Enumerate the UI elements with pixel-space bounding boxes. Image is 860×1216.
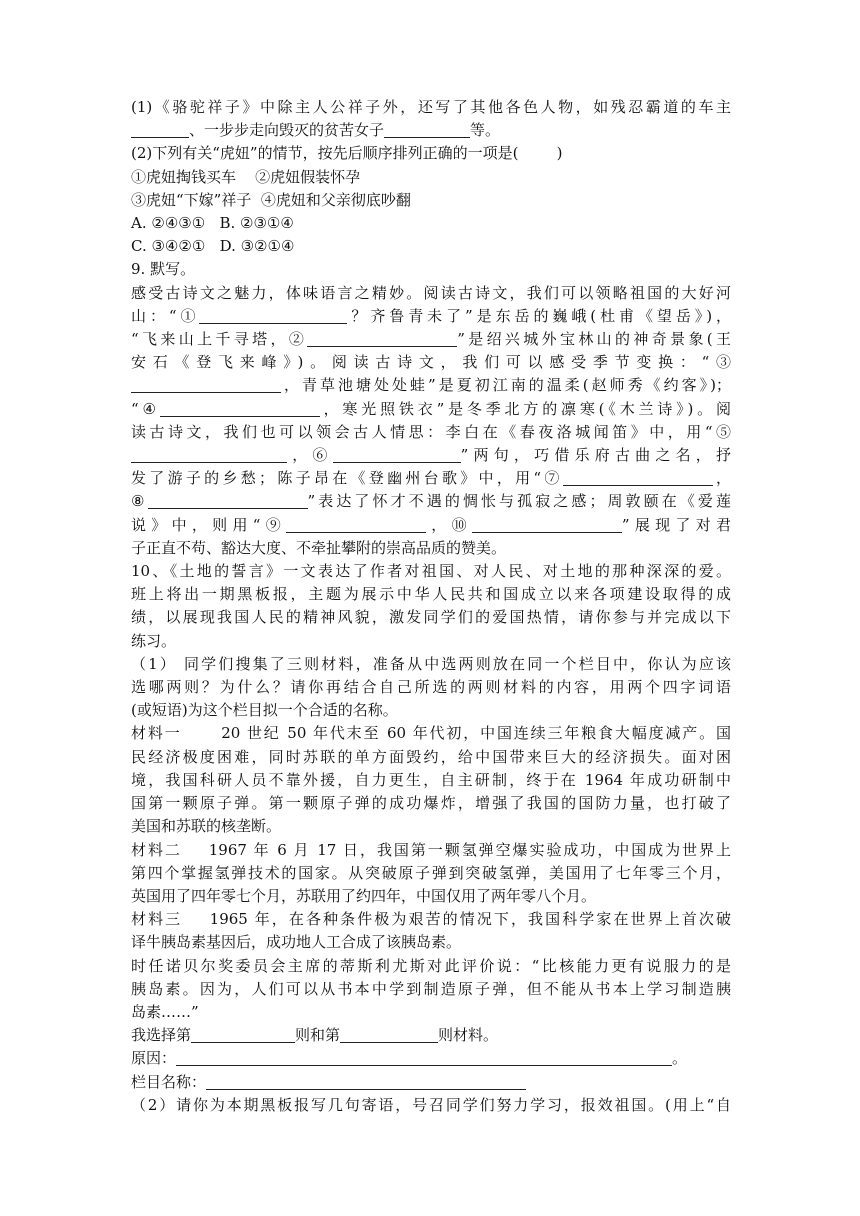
material1-line4: 国第一颗原子弹。第一颗原子弹的成功爆炸，增强了我国的国防力量，也打破了 xyxy=(131,794,731,813)
material2-line1: 材料二 1967 年 6 月 17 日，我国第一颗氢弹空爆实验成功，中国成为世界上 xyxy=(131,840,731,859)
material1-line1: 材料一 20 世纪 50 年代末至 60 年代初，中国连续三年粮食大幅度减产。国 xyxy=(131,724,731,743)
blank-1[interactable] xyxy=(199,308,347,324)
q10-sub1-line3: (或短语)为这个栏目拟一个合适的名称。 xyxy=(131,701,398,720)
blank-3[interactable] xyxy=(131,377,281,393)
blank-5[interactable] xyxy=(131,447,287,463)
material2-line2: 第四个掌握氢弹技术的国家。从突破原子弹到突破氢弹，美国用了七年零三个月， xyxy=(131,863,731,882)
q9-line12: 子正直不苟、豁达大度、不牵扯攀附的崇高品质的赞美。 xyxy=(131,538,507,557)
q8-items-3-4: ③虎妞“下嫁”祥子 ④虎妞和父亲彻底吵翻 xyxy=(131,190,411,209)
blank-car-owner[interactable] xyxy=(131,122,189,138)
material3-line4: 胰岛素。因为，人们可以从书本中学到制造原子弹，但不能从书本上学习制造胰 xyxy=(131,979,731,998)
blank-first-material[interactable] xyxy=(191,1027,295,1043)
q10-sub2-line1: （2）请你为本期黑板报写几句寄语，号召同学们努力学习，报效祖国。(用上“自 xyxy=(131,1095,731,1114)
reason-line: 原因： 。 xyxy=(131,1049,688,1068)
material3-line2: 译牛胰岛素基因后，成功地人工合成了该胰岛素。 xyxy=(131,933,462,952)
q10-line2: 班上将出一期黑板报，主题为展示中华人民共和国成立以来各项建设取得的成 xyxy=(131,585,731,604)
q9-line1: 感受古诗文之魅力，体味语言之精妙。阅读古诗文，我们可以领略祖国的大好河 xyxy=(131,283,731,302)
q8-items-1-2: ①虎妞掏钱买车 ②虎妞假装怀孕 xyxy=(131,167,361,186)
blank-9[interactable] xyxy=(286,517,426,533)
material2-line3: 英国用了四年零七个月，苏联用了约四年，中国仅用了两年零八个月。 xyxy=(131,886,597,905)
material1-line5: 美国和苏联的核垄断。 xyxy=(131,817,282,836)
blank-4[interactable] xyxy=(160,401,320,417)
material1-line2: 民经济极度困难，同时苏联的单方面毁约，给中国带来巨大的经济损失。面对困 xyxy=(131,747,731,766)
blank-2[interactable] xyxy=(307,331,457,347)
blank-poor-woman[interactable] xyxy=(384,122,470,138)
q10-sub1-line2: 选哪两则？为什么？请你再结合自己所选的两则材料的内容，用两个四字词语 xyxy=(131,678,731,697)
q8-sub2-stem: (2)下列有关“虎妞”的情节，按先后顺序排列正确的一项是( ) xyxy=(131,144,563,163)
material3-line3: 时任诺贝尔奖委员会主席的蒂斯利尤斯对此评价说：“比核能力更有说服力的是 xyxy=(131,956,731,975)
q8-sub1-line2: 、一步步走向毁灭的贫苦女子 等。 xyxy=(131,119,731,142)
q9-line9: 发了游子的乡愁；陈子昂在《登幽州台歌》中，用“⑦ ， xyxy=(131,469,731,488)
q9-line7: 读古诗文，我们也可以领会古人情思：李白在《春夜洛城闻笛》中，用“⑤ xyxy=(131,422,731,441)
q9-line10: ⑧ ”表达了怀才不遇的惆怅与孤寂之感；周敦颐在《爱莲 xyxy=(131,492,731,511)
blank-6[interactable] xyxy=(333,447,461,463)
q9-line11: 说》中，则用“⑨ ，⑩ ”展现了对君 xyxy=(131,515,731,534)
q8-sub1-line1: (1)《骆驼祥子》中除主人公祥子外，还写了其他各色人物，如残忍霸道的车主 xyxy=(131,98,731,116)
q9-line4: 安石《登飞来峰》)。阅读古诗文，我们可以感受季节变换：“③ xyxy=(131,353,731,372)
q10-line1: 10、《土地的誓言》一文表达了作者对祖国、对人民、对土地的那种深深的爱。 xyxy=(131,562,731,581)
q9-line8: ，⑥ ”两句，巧借乐府古曲之名，抒 xyxy=(131,444,731,467)
column-name-line: 栏目名称： xyxy=(131,1071,731,1094)
blank-second-material[interactable] xyxy=(340,1027,438,1043)
q8-options-ab: A. ②④③① B. ②③①④ xyxy=(131,214,294,233)
document-page xyxy=(131,96,731,1117)
q9-line3: “飞来山上千寻塔，② ”是绍兴城外宝林山的神奇景象(王 xyxy=(131,330,732,349)
q10-sub1-line1: （1） 同学们搜集了三则材料，准备从中选两则放在同一个栏目中，你认为应该 xyxy=(131,654,731,673)
q9-title: 9. 默写。 xyxy=(131,260,196,279)
material1-line3: 境，我国科研人员不靠外援，自力更生，自主研制，终于在 1964 年成功研制中 xyxy=(131,770,731,789)
q9-line5: ，青草池塘处处蛙”是夏初江南的温柔(赵师秀《约客》)； xyxy=(131,374,731,397)
q9-line6: “④ ，寒光照铁衣”是冬季北方的凛寒(《木兰诗》)。阅 xyxy=(131,399,732,418)
blank-7[interactable] xyxy=(563,470,713,486)
q9-line2: 山：“① ？齐鲁青未了”是东岳的巍峨(杜甫《望岳》)， xyxy=(131,306,732,325)
blank-reason[interactable] xyxy=(176,1050,672,1066)
blank-column-name[interactable] xyxy=(206,1074,526,1090)
material3-line1: 材料三 1965 年，在各种条件极为艰苦的情况下，我国科学家在世界上首次破 xyxy=(131,910,731,929)
blank-8[interactable] xyxy=(148,493,308,509)
q8-options-cd: C. ③④②① D. ③②①④ xyxy=(131,237,295,256)
q10-line4: 练习。 xyxy=(131,631,177,650)
q10-line3: 绩，以展现我国人民的精神风貌，激发同学们的爱国热情，请你参与并完成以下 xyxy=(131,608,731,627)
material3-line5: 岛素……” xyxy=(131,1002,199,1021)
blank-10[interactable] xyxy=(472,517,622,533)
choose-line: 我选择第 则和第 则材料。 xyxy=(131,1026,499,1045)
